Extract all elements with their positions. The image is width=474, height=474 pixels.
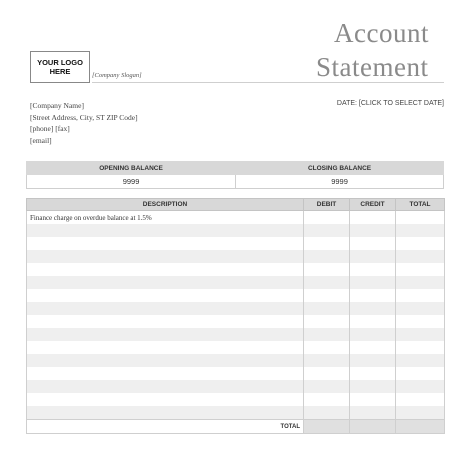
total-row [27,420,445,434]
description-cell[interactable] [27,250,304,263]
credit-cell[interactable] [350,263,396,276]
description-cell[interactable] [27,354,304,367]
table-row [27,393,445,406]
table-row [27,250,445,263]
description-cell[interactable] [27,276,304,289]
title-line-2: Statement [316,52,429,82]
table-row [27,211,445,225]
credit-cell[interactable] [350,341,396,354]
description-cell[interactable]: Finance charge on overdue balance at 1.5% [27,211,304,225]
company-name: [Company Name] [30,101,84,110]
total-cell[interactable] [396,276,445,289]
credit-cell[interactable] [350,380,396,393]
debit-cell[interactable] [304,224,350,237]
company-street-address: [Street Address, City, ST ZIP Code] [30,112,138,122]
description-cell[interactable] [27,380,304,393]
debit-cell[interactable] [304,237,350,250]
description-cell[interactable] [27,341,304,354]
total-cell[interactable] [396,328,445,341]
total-debit-cell[interactable] [304,420,350,434]
credit-cell[interactable] [350,289,396,302]
debit-cell[interactable] [304,341,350,354]
total-cell[interactable] [396,211,445,225]
header-divider [92,82,444,83]
description-header: DESCRIPTION [27,199,304,211]
company-email: [email] [30,135,52,145]
credit-cell[interactable] [350,250,396,263]
total-cell[interactable] [396,263,445,276]
credit-cell[interactable] [350,276,396,289]
debit-cell[interactable] [304,380,350,393]
title-line-1: Account [334,18,429,48]
table-row [27,341,445,354]
debit-cell[interactable] [304,302,350,315]
total-cell[interactable] [396,315,445,328]
description-cell[interactable] [27,328,304,341]
total-cell[interactable] [396,354,445,367]
description-cell[interactable] [27,302,304,315]
credit-cell[interactable] [350,211,396,225]
total-cell[interactable] [396,302,445,315]
debit-cell[interactable] [304,367,350,380]
total-cell[interactable] [396,289,445,302]
debit-cell[interactable] [304,315,350,328]
table-row [27,315,445,328]
total-cell[interactable] [396,341,445,354]
credit-cell[interactable] [350,315,396,328]
table-row [27,302,445,315]
table-row [27,380,445,393]
description-cell[interactable] [27,367,304,380]
closing-balance-value[interactable]: 9999 [236,175,444,189]
total-cell[interactable] [396,237,445,250]
transactions-body [27,211,445,434]
description-cell[interactable] [27,224,304,237]
closing-balance-header: CLOSING BALANCE [236,162,444,175]
table-row [27,354,445,367]
debit-header: DEBIT [304,199,350,211]
transactions-table [26,198,445,434]
description-cell[interactable] [27,289,304,302]
debit-cell[interactable] [304,263,350,276]
credit-cell[interactable] [350,393,396,406]
description-cell[interactable] [27,393,304,406]
table-row [27,289,445,302]
description-cell[interactable] [27,315,304,328]
total-cell[interactable] [396,224,445,237]
credit-cell[interactable] [350,328,396,341]
credit-cell[interactable] [350,302,396,315]
credit-cell[interactable] [350,406,396,420]
credit-cell[interactable] [350,367,396,380]
description-cell[interactable] [27,237,304,250]
table-row [27,276,445,289]
company-phone-fax: [phone] [fax] [30,124,70,133]
total-cell[interactable] [396,380,445,393]
credit-header: CREDIT [350,199,396,211]
debit-cell[interactable] [304,250,350,263]
table-row [27,263,445,276]
logo-text: YOUR LOGO HERE [37,58,83,76]
total-credit-cell[interactable] [350,420,396,434]
company-slogan: [Company Slogan] [92,72,142,79]
debit-cell[interactable] [304,211,350,225]
table-row [27,406,445,420]
date-field[interactable]: DATE: [CLICK TO SELECT DATE] [336,100,444,107]
total-label: TOTAL [27,420,304,434]
opening-balance-header: OPENING BALANCE [27,162,236,175]
total-cell[interactable] [396,250,445,263]
table-row [27,367,445,380]
logo-placeholder [30,51,90,83]
credit-cell[interactable] [350,237,396,250]
credit-cell[interactable] [350,224,396,237]
debit-cell[interactable] [304,289,350,302]
debit-cell[interactable] [304,328,350,341]
debit-cell[interactable] [304,393,350,406]
total-cell[interactable] [396,406,445,420]
debit-cell[interactable] [304,354,350,367]
description-cell[interactable] [27,406,304,420]
table-row [27,237,445,250]
debit-cell[interactable] [304,276,350,289]
total-cell[interactable] [396,393,445,406]
company-address-block [30,100,138,146]
total-header: TOTAL [396,199,445,211]
credit-cell[interactable] [350,354,396,367]
total-total-cell[interactable] [396,420,445,434]
table-row [27,328,445,341]
table-row [27,224,445,237]
balance-table [26,161,444,189]
description-cell[interactable] [27,263,304,276]
debit-cell[interactable] [304,406,350,420]
total-cell[interactable] [396,367,445,380]
opening-balance-value[interactable]: 9999 [27,175,236,189]
